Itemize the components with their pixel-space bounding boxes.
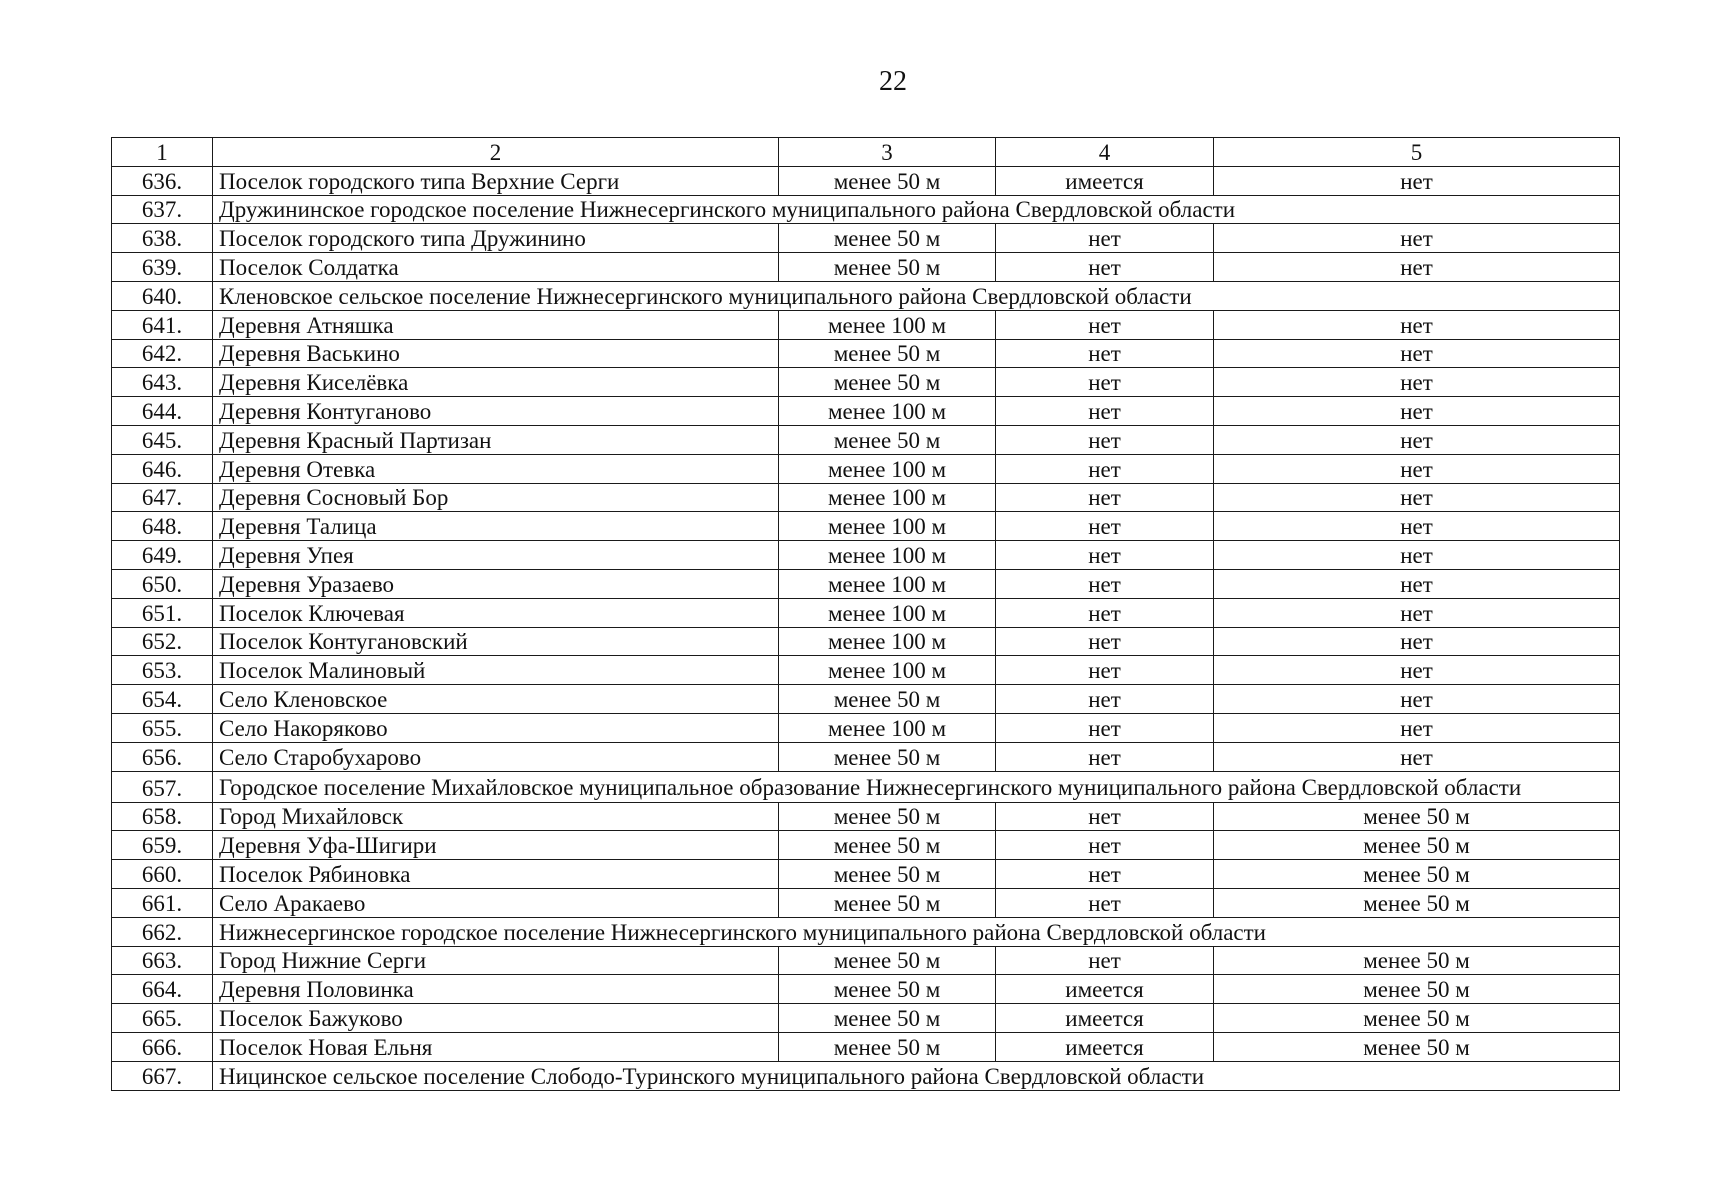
- distance-cell: менее 100 м: [779, 397, 996, 426]
- row-number: 665.: [112, 1004, 213, 1033]
- table-row: [112, 831, 1620, 860]
- availability-cell: нет: [996, 454, 1214, 483]
- row-number: 653.: [112, 656, 213, 685]
- row-number: 638.: [112, 224, 213, 253]
- table-row: [112, 742, 1620, 771]
- row-number: 646.: [112, 454, 213, 483]
- settlement-name: Деревня Упея: [213, 541, 779, 570]
- section-name: Городское поселение Михайловское муниципальное образование Нижнесергинского муниципального района Свердловской области: [213, 771, 1620, 802]
- table-row: [112, 802, 1620, 831]
- column5-cell: менее 50 м: [1214, 802, 1620, 831]
- table-row: [112, 685, 1620, 714]
- table-body: [112, 138, 1620, 1091]
- settlement-name: Поселок Контугановский: [213, 627, 779, 656]
- distance-cell: менее 50 м: [779, 1032, 996, 1061]
- settlement-name: Поселок Малиновый: [213, 656, 779, 685]
- row-number: 660.: [112, 860, 213, 889]
- distance-cell: менее 50 м: [779, 685, 996, 714]
- row-number: 662.: [112, 917, 213, 946]
- distance-cell: менее 50 м: [779, 425, 996, 454]
- table-row: [112, 310, 1620, 339]
- availability-cell: нет: [996, 224, 1214, 253]
- settlement-name: Деревня Атняшка: [213, 310, 779, 339]
- availability-cell: нет: [996, 860, 1214, 889]
- table-row: [112, 166, 1620, 195]
- settlement-name: Поселок Солдатка: [213, 253, 779, 282]
- table-row-section: [112, 771, 1620, 802]
- header-cell-4: 4: [996, 138, 1214, 167]
- table-row: [112, 253, 1620, 282]
- settlement-name: Поселок Новая Ельня: [213, 1032, 779, 1061]
- availability-cell: нет: [996, 425, 1214, 454]
- column5-cell: нет: [1214, 627, 1620, 656]
- settlement-name: Деревня Красный Партизан: [213, 425, 779, 454]
- table-row: [112, 512, 1620, 541]
- settlement-name: Город Нижние Серги: [213, 946, 779, 975]
- column5-cell: нет: [1214, 397, 1620, 426]
- distance-cell: менее 100 м: [779, 512, 996, 541]
- table-row: [112, 888, 1620, 917]
- column5-cell: нет: [1214, 368, 1620, 397]
- column5-cell: менее 50 м: [1214, 860, 1620, 889]
- header-cell-2: 2: [213, 138, 779, 167]
- distance-cell: менее 100 м: [779, 310, 996, 339]
- distance-cell: менее 50 м: [779, 1004, 996, 1033]
- settlement-name: Деревня Талица: [213, 512, 779, 541]
- table-row: [112, 598, 1620, 627]
- row-number: 637.: [112, 195, 213, 224]
- column5-cell: нет: [1214, 224, 1620, 253]
- distance-cell: менее 50 м: [779, 166, 996, 195]
- table-row: [112, 425, 1620, 454]
- row-number: 659.: [112, 831, 213, 860]
- column5-cell: нет: [1214, 166, 1620, 195]
- column5-cell: нет: [1214, 598, 1620, 627]
- distance-cell: менее 100 м: [779, 454, 996, 483]
- availability-cell: нет: [996, 368, 1214, 397]
- row-number: 649.: [112, 541, 213, 570]
- availability-cell: нет: [996, 569, 1214, 598]
- distance-cell: менее 50 м: [779, 253, 996, 282]
- settlement-name: Село Накоряково: [213, 713, 779, 742]
- row-number: 642.: [112, 339, 213, 368]
- row-number: 656.: [112, 742, 213, 771]
- table-row-section: [112, 281, 1620, 310]
- distance-cell: менее 100 м: [779, 569, 996, 598]
- column5-cell: нет: [1214, 512, 1620, 541]
- row-number: 655.: [112, 713, 213, 742]
- section-name: Ницинское сельское поселение Слободо-Туринского муниципального района Свердловской области: [213, 1061, 1620, 1090]
- settlement-name: Поселок Бажуково: [213, 1004, 779, 1033]
- row-number: 639.: [112, 253, 213, 282]
- row-number: 640.: [112, 281, 213, 310]
- availability-cell: нет: [996, 512, 1214, 541]
- distance-cell: менее 100 м: [779, 713, 996, 742]
- settlement-name: Деревня Половинка: [213, 975, 779, 1004]
- column5-cell: нет: [1214, 685, 1620, 714]
- settlement-name: Село Аракаево: [213, 888, 779, 917]
- column5-cell: менее 50 м: [1214, 975, 1620, 1004]
- row-number: 643.: [112, 368, 213, 397]
- column5-cell: менее 50 м: [1214, 1004, 1620, 1033]
- table-row: [112, 483, 1620, 512]
- table-row: [112, 454, 1620, 483]
- table-row-section: [112, 195, 1620, 224]
- availability-cell: нет: [996, 541, 1214, 570]
- distance-cell: менее 50 м: [779, 860, 996, 889]
- column5-cell: нет: [1214, 656, 1620, 685]
- row-number: 636.: [112, 166, 213, 195]
- row-number: 647.: [112, 483, 213, 512]
- row-number: 667.: [112, 1061, 213, 1090]
- row-number: 641.: [112, 310, 213, 339]
- table-row: [112, 656, 1620, 685]
- table-row: [112, 627, 1620, 656]
- table-header-row: [112, 138, 1620, 167]
- column5-cell: менее 50 м: [1214, 946, 1620, 975]
- row-number: 664.: [112, 975, 213, 1004]
- distance-cell: менее 50 м: [779, 742, 996, 771]
- table-row: [112, 541, 1620, 570]
- table-row: [112, 339, 1620, 368]
- availability-cell: нет: [996, 656, 1214, 685]
- distance-cell: менее 100 м: [779, 656, 996, 685]
- availability-cell: нет: [996, 397, 1214, 426]
- column5-cell: нет: [1214, 253, 1620, 282]
- column5-cell: нет: [1214, 742, 1620, 771]
- availability-cell: нет: [996, 339, 1214, 368]
- table-row: [112, 368, 1620, 397]
- table-row: [112, 860, 1620, 889]
- distance-cell: менее 100 м: [779, 627, 996, 656]
- page-number: 22: [879, 66, 907, 97]
- table-row: [112, 224, 1620, 253]
- availability-cell: нет: [996, 888, 1214, 917]
- row-number: 648.: [112, 512, 213, 541]
- row-number: 654.: [112, 685, 213, 714]
- row-number: 663.: [112, 946, 213, 975]
- availability-cell: нет: [996, 483, 1214, 512]
- availability-cell: нет: [996, 742, 1214, 771]
- table-row: [112, 975, 1620, 1004]
- distance-cell: менее 50 м: [779, 802, 996, 831]
- settlement-name: Поселок Ключевая: [213, 598, 779, 627]
- column5-cell: нет: [1214, 425, 1620, 454]
- column5-cell: менее 50 м: [1214, 831, 1620, 860]
- header-cell-1: 1: [112, 138, 213, 167]
- distance-cell: менее 50 м: [779, 888, 996, 917]
- availability-cell: нет: [996, 310, 1214, 339]
- distance-cell: менее 50 м: [779, 946, 996, 975]
- availability-cell: нет: [996, 627, 1214, 656]
- row-number: 657.: [112, 771, 213, 802]
- column5-cell: нет: [1214, 339, 1620, 368]
- table-row: [112, 713, 1620, 742]
- row-number: 652.: [112, 627, 213, 656]
- availability-cell: имеется: [996, 166, 1214, 195]
- section-name: Кленовское сельское поселение Нижнесергинского муниципального района Свердловской области: [213, 281, 1620, 310]
- distance-cell: менее 100 м: [779, 598, 996, 627]
- distance-cell: менее 100 м: [779, 483, 996, 512]
- table-row: [112, 397, 1620, 426]
- availability-cell: имеется: [996, 1032, 1214, 1061]
- row-number: 658.: [112, 802, 213, 831]
- availability-cell: имеется: [996, 1004, 1214, 1033]
- settlement-name: Поселок Рябиновка: [213, 860, 779, 889]
- column5-cell: нет: [1214, 310, 1620, 339]
- distance-cell: менее 50 м: [779, 368, 996, 397]
- row-number: 644.: [112, 397, 213, 426]
- distance-cell: менее 50 м: [779, 975, 996, 1004]
- row-number: 651.: [112, 598, 213, 627]
- settlement-name: Деревня Сосновый Бор: [213, 483, 779, 512]
- header-cell-3: 3: [779, 138, 996, 167]
- row-number: 661.: [112, 888, 213, 917]
- section-name: Дружининское городское поселение Нижнесергинского муниципального района Свердловской области: [213, 195, 1620, 224]
- column5-cell: нет: [1214, 713, 1620, 742]
- column5-cell: нет: [1214, 541, 1620, 570]
- distance-cell: менее 100 м: [779, 541, 996, 570]
- settlement-name: Село Старобухарово: [213, 742, 779, 771]
- section-name: Нижнесергинское городское поселение Нижнесергинского муниципального района Свердловской области: [213, 917, 1620, 946]
- availability-cell: нет: [996, 685, 1214, 714]
- settlements-table: [111, 137, 1620, 1091]
- availability-cell: нет: [996, 713, 1214, 742]
- availability-cell: нет: [996, 831, 1214, 860]
- settlement-name: Деревня Уфа-Шигири: [213, 831, 779, 860]
- availability-cell: нет: [996, 802, 1214, 831]
- table-row: [112, 569, 1620, 598]
- column5-cell: менее 50 м: [1214, 1032, 1620, 1061]
- availability-cell: нет: [996, 946, 1214, 975]
- table-row: [112, 1004, 1620, 1033]
- row-number: 666.: [112, 1032, 213, 1061]
- distance-cell: менее 50 м: [779, 224, 996, 253]
- column5-cell: менее 50 м: [1214, 888, 1620, 917]
- row-number: 650.: [112, 569, 213, 598]
- table-row-section: [112, 917, 1620, 946]
- settlement-name: Деревня Отевка: [213, 454, 779, 483]
- settlement-name: Город Михайловск: [213, 802, 779, 831]
- availability-cell: нет: [996, 253, 1214, 282]
- distance-cell: менее 50 м: [779, 831, 996, 860]
- settlement-name: Деревня Киселёвка: [213, 368, 779, 397]
- column5-cell: нет: [1214, 483, 1620, 512]
- distance-cell: менее 50 м: [779, 339, 996, 368]
- settlement-name: Деревня Уразаево: [213, 569, 779, 598]
- table-row-section: [112, 1061, 1620, 1090]
- settlement-name: Деревня Контуганово: [213, 397, 779, 426]
- table-row: [112, 946, 1620, 975]
- table-row: [112, 1032, 1620, 1061]
- row-number: 645.: [112, 425, 213, 454]
- availability-cell: нет: [996, 598, 1214, 627]
- column5-cell: нет: [1214, 569, 1620, 598]
- header-cell-5: 5: [1214, 138, 1620, 167]
- availability-cell: имеется: [996, 975, 1214, 1004]
- settlement-name: Поселок городского типа Дружинино: [213, 224, 779, 253]
- settlement-name: Село Кленовское: [213, 685, 779, 714]
- column5-cell: нет: [1214, 454, 1620, 483]
- settlement-name: Деревня Васькино: [213, 339, 779, 368]
- settlement-name: Поселок городского типа Верхние Серги: [213, 166, 779, 195]
